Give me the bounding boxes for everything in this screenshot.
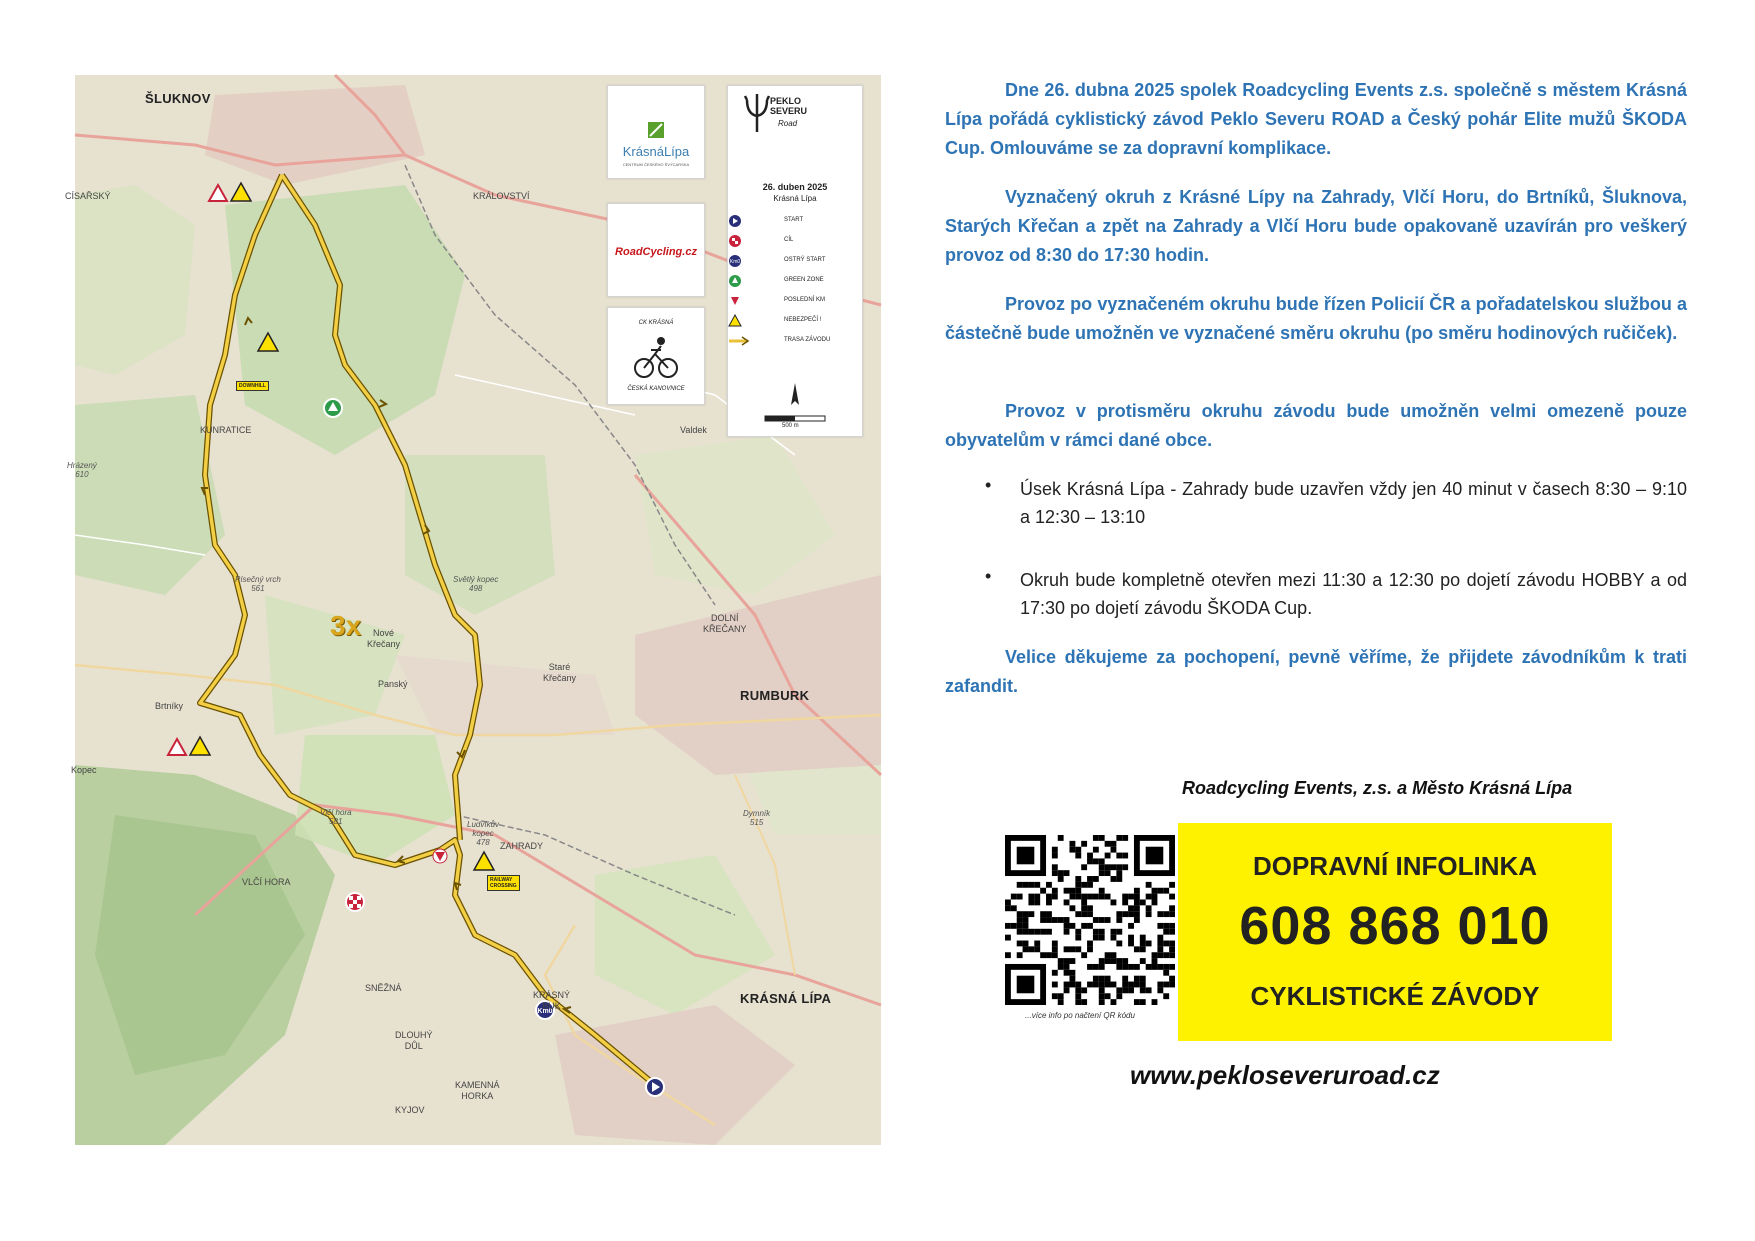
- map-hill-dymnik: Dymník 515: [743, 809, 771, 827]
- map-label-snezna: SNĚŽNÁ: [365, 983, 402, 993]
- map-label-brtniky: Brtníky: [155, 701, 184, 711]
- trident-icon: [742, 94, 772, 134]
- lap-count-label: 3x: [330, 610, 362, 641]
- legend-date: 26. duben 2025: [762, 182, 828, 192]
- roadcycling-logo-text: RoadCycling.cz: [615, 246, 697, 258]
- green-zone-icon: [728, 274, 742, 288]
- map-legend: [727, 85, 863, 437]
- qr-caption: ...více info po načtení QR kódu: [1025, 1011, 1135, 1020]
- ck-logo-top: CK KRÁSNÁ: [638, 320, 674, 326]
- last-km-marker: [433, 849, 447, 863]
- route-arrow-icon: [728, 334, 750, 348]
- legend-item-green-zone: GREEN ZONE: [784, 277, 824, 283]
- peklo-logo-text: [770, 96, 807, 116]
- map-label-vlci-hora: VLČÍ HORA: [242, 877, 291, 887]
- peklo-line1: PEKLO: [770, 96, 802, 106]
- legend-item-finish: CÍL: [784, 237, 794, 243]
- map-label-kyjov: KYJOV: [395, 1105, 425, 1115]
- map-hill-svetly: Světlý kopec 498: [453, 575, 499, 593]
- organizer-line: Roadcycling Events, z.s. a Město Krásná Lípa: [1182, 778, 1573, 798]
- paragraph-opposite-direction: Provoz v protisměru okruhu závodu bude umožněn velmi omezeně pouze obyvatelům v rámci dané obce.: [945, 401, 1687, 450]
- start-marker: [646, 1078, 664, 1096]
- map-label-dolni-krecany: DOLNÍ KŘEČANY: [703, 613, 747, 634]
- finish-flag-icon: [728, 234, 742, 248]
- map-hill-ludvikuv: Ludvíkův kopec 478: [467, 820, 500, 847]
- map-label-kunratice: KUNRATICE: [200, 425, 252, 435]
- north-arrow-icon: [785, 381, 805, 411]
- map-label-nove-krecany: Nové Křečany: [367, 628, 401, 649]
- map-label-valdek: Valdek: [680, 425, 707, 435]
- traffic-infoline-box: [1178, 823, 1612, 1041]
- map-label-kopec: Kopec: [71, 765, 97, 775]
- krasna-lipa-logo-text: KrásnáLípa: [622, 144, 690, 159]
- map-label-dlouhy-dul: DLOUHÝ DŮL: [395, 1030, 433, 1051]
- peklo-line2: SEVERU: [770, 106, 808, 116]
- map-label-kralovstvi: KRÁLOVSTVÍ: [473, 191, 530, 201]
- krasna-lipa-logo-sub: CENTRUM ČESKÉHO ŠVÝCARSKA: [622, 162, 690, 167]
- map-label-zahrady: ZAHRADY: [500, 841, 544, 851]
- map-label-pansky: Panský: [378, 679, 408, 689]
- last-km-icon: [728, 294, 742, 308]
- qr-code[interactable]: [1005, 835, 1175, 1005]
- svg-text:Km0: Km0: [537, 1008, 553, 1015]
- legend-item-sharp-start: OSTRÝ START: [784, 257, 826, 263]
- bullet-dot: •: [985, 566, 992, 586]
- legend-place: Krásná Lípa: [773, 194, 817, 203]
- finish-marker: [346, 893, 364, 911]
- ck-logo-bottom: ČESKÁ KANOVNICE: [627, 386, 685, 392]
- map-hill-pisecny: Písečný vrch 561: [235, 575, 281, 593]
- krasna-lipa-leaf-icon: [646, 120, 666, 140]
- cyclist-icon: [631, 332, 681, 382]
- map-label-krasna-lipa: KRÁSNÁ LÍPA: [740, 991, 832, 1006]
- bullet-item: Okruh bude kompletně otevřen mezi 11:30 a 12:30 po dojetí závodu HOBBY a od 17:30 po dojetí závodu ŠKODA Cup.: [1020, 570, 1687, 618]
- map-label-kamenna-horka: KAMENNÁ HORKA: [455, 1080, 500, 1101]
- route-map: [65, 75, 881, 1145]
- legend-item-route: TRASA ZÁVODU: [784, 337, 831, 343]
- legend-item-start: START: [784, 217, 804, 223]
- peklo-road-text: Road: [778, 119, 798, 128]
- railway-crossing-tag: RAILWAY CROSSING: [487, 875, 520, 891]
- ck-logo: [607, 307, 705, 405]
- bullet-item: Úsek Krásná Lípa - Zahrady bude uzavřen vždy jen 40 minut v časech 8:30 – 9:10 a 12:30 – 13:10: [1020, 479, 1687, 527]
- map-label-sluknov: ŠLUKNOV: [145, 91, 211, 106]
- paragraph-intro: Dne 26. dubna 2025 spolek Roadcycling Events z.s. společně s městem Krásná Lípa pořádá cyklistický závod Peklo Severu ROAD a Český pohár Elite mužů ŠKODA Cup. Omlouváme se za dopravní komplikace.: [945, 80, 1687, 158]
- green-zone-marker: [324, 399, 342, 417]
- roadcycling-logo: [607, 203, 705, 297]
- map-label-krasny-buk: KRÁSNÝ BUK: [533, 990, 571, 1011]
- scale-label: 500 m: [782, 423, 799, 429]
- downhill-tag: DOWNHILL: [236, 381, 269, 391]
- infoline-title: DOPRAVNÍ INFOLINKA: [1252, 851, 1538, 881]
- legend-warning-icon: [728, 314, 742, 328]
- paragraph-thanks: Velice děkujeme za pochopení, pevně věříme, že přijdete závodníkům k trati zafandit.: [945, 647, 1687, 696]
- infoline-phone[interactable]: 608 868 010: [1239, 896, 1551, 956]
- map-hill-vlci-hora: Vlčí hora 581: [320, 808, 352, 826]
- paragraph-closure: Vyznačený okruh z Krásné Lípy na Zahrady, Vlčí Horu, do Brtníků, Šluknova, Starých Křečan a zpět na Zahrady a Vlčí Horu bude opakovaně uzavírán pro veškerý provoz od 8:30 do 17:30 hodin.: [945, 187, 1687, 265]
- scale-bar: [765, 416, 825, 422]
- website-link[interactable]: www.pekloseveruroad.cz: [1130, 1060, 1440, 1090]
- svg-text:Km0: Km0: [729, 259, 741, 265]
- map-label-rumburk: RUMBURK: [740, 688, 810, 703]
- map-hill-hrazeny: Hrázený 610: [67, 461, 97, 479]
- krasna-lipa-logo: [607, 85, 705, 179]
- km0-icon: [728, 254, 742, 268]
- map-label-cisarsky: CÍSAŘSKÝ: [65, 191, 111, 201]
- infoline-subtitle: CYKLISTICKÉ ZÁVODY: [1250, 981, 1540, 1011]
- map-label-stare-krecany: Staré Křečany: [543, 662, 577, 683]
- paragraph-traffic-control: Provoz po vyznačeném okruhu bude řízen Policií ČR a pořadatelskou službou a částečně bude umožněn ve vyznačené směru okruhu (po směru hodinových ručiček).: [945, 294, 1687, 343]
- legend-item-danger: NEBEZPEČÍ !: [784, 317, 822, 323]
- start-icon: [728, 214, 742, 228]
- bullet-dot: •: [985, 475, 992, 495]
- legend-item-last-km: POSLEDNÍ KM: [784, 297, 826, 303]
